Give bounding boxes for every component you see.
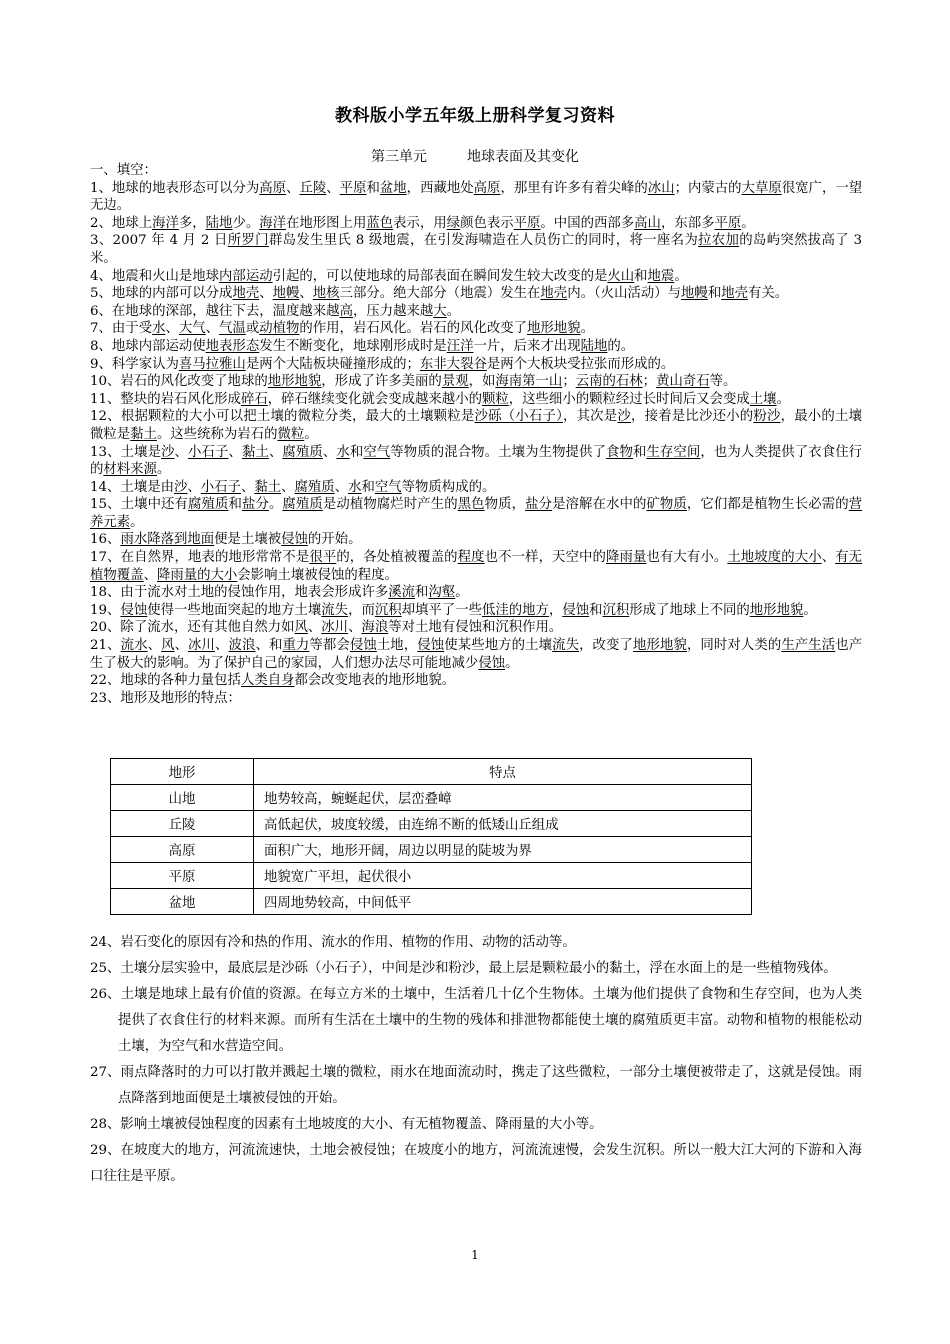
question-text: 。 <box>455 585 469 601</box>
question-text: 也产生了极大的影响。为了保护自己的家园，人们想办法尽可能地减少 <box>90 638 863 671</box>
question-text: 、 <box>259 286 273 302</box>
answer-blank: 海洋 <box>259 215 286 231</box>
question-item <box>90 320 862 338</box>
answer-blank: 沟壑 <box>428 585 456 601</box>
question-text: 、 <box>281 479 295 495</box>
landform-table <box>110 758 752 915</box>
question-item <box>90 637 862 672</box>
question-text: ； <box>642 374 657 390</box>
answer-blank: 腐殖质 <box>294 479 335 495</box>
question-text: 发生不断变化，地球刚形成时是 <box>259 338 447 354</box>
question-text: 、 <box>348 620 362 636</box>
review-item: 29、在坡度大的地方，河流流速快，土地会被侵蚀；在坡度小的地方，河流流速慢，会发生沉积。所以一般大江大河的下游和入海口往往是平原。 <box>90 1143 862 1184</box>
question-text: 的作用，岩石风化。岩石的风化改变了 <box>299 321 528 337</box>
question-text: 15、土壤中还有 <box>90 497 189 513</box>
question-text: 三部分。绝大部分（地震）发生在 <box>339 286 541 302</box>
question-text: 23、地形及地形的特点： <box>90 690 241 706</box>
question-item <box>90 549 862 584</box>
document-title: 教科版小学五年级上册科学复习资料 <box>335 106 615 126</box>
question-text: 、 <box>307 620 322 636</box>
answer-blank: 云南的石林 <box>575 374 643 390</box>
answer-blank: 大气 <box>178 321 206 337</box>
answer-blank: 风 <box>161 638 175 654</box>
answer-blank: 程度 <box>457 550 485 566</box>
question-text: 和 <box>228 497 242 513</box>
answer-blank: 沙 <box>174 479 188 495</box>
table-row <box>111 811 752 837</box>
question-text: 、 <box>174 638 189 654</box>
review-item: 25、土壤分层实验中，最底层是沙砾（小石子），中间是沙和粉沙，最上层是颗粒最小的黏土，浮在水面上的是一些植物残体。 <box>90 961 837 976</box>
answer-blank: 土壤 <box>749 391 777 407</box>
answer-blank: 冰川 <box>188 638 216 654</box>
question-text: 。 <box>446 303 461 319</box>
answer-blank: 盆地 <box>379 180 407 196</box>
question-text: 、 <box>326 180 340 196</box>
question-text: 2、地球上 <box>90 215 153 231</box>
answer-blank: 颗粒 <box>481 391 509 407</box>
question-text: 9、科学家认为 <box>90 356 179 372</box>
question-text: ，西藏地处 <box>406 180 474 196</box>
answer-blank: 雨水降落到地面 <box>120 532 215 548</box>
question-item <box>90 444 862 479</box>
question-text: ，如 <box>468 374 496 390</box>
question-text: 、 <box>286 180 300 196</box>
answer-blank: 空气 <box>363 444 391 460</box>
answer-blank: 侵蚀 <box>120 602 148 618</box>
question-text: 会影响土壤被侵蚀的程度。 <box>237 567 398 583</box>
question-text: 的，各处植被覆盖的 <box>336 550 458 566</box>
answer-blank: 侵蚀 <box>478 655 506 671</box>
feature-cell: 面积广大，地形开阔，周边以明显的陡坡为界 <box>254 837 752 863</box>
question-text: 很宽广，一望无边。 <box>90 180 863 214</box>
answer-blank: 人类自身 <box>240 673 295 689</box>
question-text: 和 <box>634 268 648 284</box>
unit-name: 地球表面及其变化 <box>467 149 579 165</box>
question-text: 形成了地球上不同的 <box>629 602 750 618</box>
question-text: 。这些统称为岩石的 <box>156 426 278 442</box>
answer-blank: 地形地貌 <box>267 374 322 390</box>
question-text: 有关。 <box>747 286 789 302</box>
table-row <box>111 837 752 863</box>
question-text: 和 <box>589 602 603 618</box>
answer-blank: 侵蚀 <box>562 602 590 618</box>
answer-blank: 动植物 <box>259 321 300 337</box>
answer-blank: 蓝色 <box>366 215 394 231</box>
question-text: 。 <box>304 426 318 442</box>
question-text: 也不一样，天空中的 <box>484 550 606 566</box>
answer-blank: 微粒 <box>277 426 305 442</box>
question-text: ； <box>562 374 576 390</box>
question-text: 的岛屿突然拔高了 3 米。 <box>90 233 863 266</box>
question-text: 。 <box>156 462 171 478</box>
question-text: 、 <box>821 550 836 566</box>
answer-blank: 地震 <box>647 268 675 284</box>
question-item <box>90 619 862 637</box>
question-text: 一片，后来才出现 <box>473 338 581 354</box>
answer-blank: 拉农加 <box>698 233 740 249</box>
answer-blank: 黏土 <box>254 479 282 495</box>
question-text: ，东部多 <box>660 215 715 231</box>
question-item <box>90 356 862 374</box>
question-text: 等物质的混合物。土壤为生物提供了 <box>390 444 606 460</box>
question-text: 、 <box>334 479 349 495</box>
question-text: 、 <box>322 444 337 460</box>
answer-blank: 地形地貌 <box>527 321 581 337</box>
question-text: 。 <box>741 215 755 231</box>
question-text: 或 <box>245 321 260 337</box>
answer-blank: 很平 <box>309 550 337 566</box>
answer-blank: 内部运动 <box>219 268 273 284</box>
question-text: 使得一些地面突起的地方土壤 <box>147 602 322 618</box>
question-text: ，那里有许多有着尖峰的 <box>500 180 648 196</box>
question-text: 多， <box>178 215 206 231</box>
question-text: 22、地球的各种力量包括 <box>90 673 241 689</box>
answer-blank: 侵蚀 <box>349 638 377 654</box>
answer-blank: 有无植物覆盖 <box>90 550 863 583</box>
answer-blank: 地幔 <box>272 286 300 302</box>
question-text: 。 <box>130 514 144 530</box>
answer-blank: 大 <box>433 303 447 319</box>
question-text: 群岛发生里氏 8 级地震，在引发海啸造在人员伤亡的同时，将一座名为 <box>268 233 699 249</box>
answer-blank: 平原 <box>714 215 742 231</box>
question-text: 21、 <box>90 638 121 654</box>
question-item <box>90 373 862 391</box>
question-text: 是动植物腐烂时产生的 <box>322 497 458 513</box>
answer-blank: 冰川 <box>321 620 349 636</box>
question-item <box>90 496 862 531</box>
question-text: 7、由于受 <box>90 321 153 337</box>
question-item <box>90 690 862 708</box>
answer-blank: 高原 <box>259 180 287 196</box>
answer-blank: 海南第一山 <box>495 374 563 390</box>
question-text: ，而 <box>348 602 375 618</box>
question-text: 引起的，可以使地球的局部表面在瞬间发生较大改变的是 <box>272 268 608 284</box>
answer-blank: 高山 <box>634 215 661 231</box>
question-text: 、 <box>205 321 220 337</box>
question-item <box>90 232 862 267</box>
fill-blank-section <box>90 162 862 707</box>
answer-blank: 水 <box>348 479 362 495</box>
answer-blank: 流水 <box>120 638 148 654</box>
question-item <box>90 268 862 286</box>
question-text: 却填平了一些 <box>401 602 482 618</box>
landform-cell: 平原 <box>111 863 254 889</box>
question-text: 是两个大板块受拉张而形成的。 <box>486 356 675 372</box>
question-text: ，形成了许多美丽的 <box>321 374 442 390</box>
review-items <box>90 930 862 1190</box>
question-text: 都会改变地表的地形地貌。 <box>294 673 456 689</box>
answer-blank: 平原 <box>339 180 367 196</box>
answer-blank: 土地坡度的大小 <box>727 550 822 566</box>
question-text: 5、地球的内部可以分成 <box>90 286 233 302</box>
question-text: 和 <box>415 585 429 601</box>
question-text: ，改变了 <box>579 638 634 654</box>
answer-blank: 海浪 <box>361 620 389 636</box>
question-text: 、 <box>147 638 162 654</box>
question-text: 少。 <box>232 215 260 231</box>
question-text: 和 <box>361 479 375 495</box>
question-text: 14、土壤是由 <box>90 479 174 495</box>
question-text: 。 <box>580 321 594 337</box>
landform-cell: 高原 <box>111 837 254 863</box>
question-text: 、 <box>187 479 201 495</box>
question-list <box>90 180 862 708</box>
answer-blank: 沉积 <box>602 602 630 618</box>
answer-blank: 食物 <box>606 444 633 460</box>
answer-blank: 陆地 <box>580 338 608 354</box>
question-item <box>90 531 862 549</box>
question-text: 颜色表示 <box>460 215 514 231</box>
question-text: ，也为人类提供了衣食住行的 <box>90 444 863 478</box>
question-item <box>90 285 862 303</box>
question-text: 和 <box>707 286 722 302</box>
answer-blank: 黏土 <box>130 426 157 442</box>
answer-blank: 盐分 <box>241 497 269 513</box>
table-row <box>111 863 752 889</box>
question-text: 土地， <box>376 638 418 654</box>
question-text: 20、除了流水，还有其他自然力如 <box>90 620 295 636</box>
answer-blank: 地幔 <box>681 286 708 302</box>
question-text: ；内蒙古的 <box>674 180 742 196</box>
question-item <box>90 584 862 602</box>
question-text: 、 <box>299 286 313 302</box>
question-text: ，最小的土壤微粒是 <box>90 409 863 442</box>
answer-blank: 沉积 <box>374 602 402 618</box>
answer-blank: 气温 <box>219 321 246 337</box>
question-text: ，接着是比沙还小的 <box>631 409 754 425</box>
review-item: 26、土壤是地球上最有价值的资源。在每立方米的土壤中，生活着几十亿个生物体。土壤为他们提供了食物和生存空间，也为人类提供了衣食住行的材料来源。而所有生活在土壤中的生物的残体和排泄物都能使土壤的腐殖质更丰富。动物和植物的根能松动土壤，为空气和水营造空间。 <box>90 987 862 1054</box>
answer-blank: 地壳 <box>721 286 748 302</box>
question-text: 17、在自然界，地表的地形常常不是 <box>90 550 310 566</box>
answer-blank: 汪洋 <box>446 338 474 354</box>
question-text: 、和 <box>255 638 283 654</box>
review-item: 28、影响土壤被侵蚀程度的因素有土地坡度的大小、有无植物覆盖、降雨量的大小等。 <box>90 1117 603 1132</box>
question-text: 。 <box>674 268 688 284</box>
answer-blank: 腐殖质 <box>282 497 323 513</box>
answer-blank: 降雨量的大小 <box>156 567 238 583</box>
answer-blank: 水 <box>336 444 350 460</box>
question-text: 也有大有小。 <box>646 550 728 566</box>
table-row <box>111 889 752 915</box>
table-body <box>111 785 752 915</box>
question-text: ，压力越来越 <box>352 303 434 319</box>
column-header-feature: 特点 <box>254 759 752 785</box>
question-text: 等对土地有侵蚀和沉积作用。 <box>388 620 563 636</box>
answer-blank: 低洼的地方 <box>481 602 549 618</box>
answer-blank: 地形地貌 <box>633 638 687 654</box>
answer-blank: 矿物质 <box>646 497 687 513</box>
answer-blank: 冰山 <box>647 180 675 196</box>
answer-blank: 盐分 <box>525 497 553 513</box>
table-header-row <box>111 759 752 785</box>
answer-blank: 黏土 <box>241 444 269 460</box>
question-text: 13、土壤是 <box>90 444 162 460</box>
answer-blank: 小石子 <box>188 444 229 460</box>
section-heading: 一、填空： <box>90 163 157 178</box>
question-text: ，同时对人类的 <box>686 638 782 654</box>
question-text: 、 <box>165 321 179 337</box>
answer-blank: 沙 <box>617 409 631 425</box>
answer-blank: 高原 <box>473 180 501 196</box>
answer-blank: 地壳 <box>540 286 568 302</box>
answer-blank: 绿 <box>446 215 461 231</box>
answer-blank: 溪流 <box>388 585 416 601</box>
question-item <box>90 303 862 321</box>
question-text: 是两个大陆板块碰撞形成的； <box>245 356 420 372</box>
landform-cell: 盆地 <box>111 889 254 915</box>
question-text: 和 <box>366 180 380 196</box>
answer-blank: 平原 <box>513 215 541 231</box>
answer-blank: 大草原 <box>741 180 782 196</box>
question-text: 。中国的西部多 <box>540 215 635 231</box>
answer-blank: 景观 <box>441 374 469 390</box>
question-item <box>90 602 862 620</box>
answer-blank: 侵蚀 <box>281 532 308 548</box>
answer-blank: 陆地 <box>205 215 233 231</box>
answer-blank: 所罗门 <box>227 233 269 249</box>
question-text: ，它们都是植物生长必需的 <box>686 497 849 513</box>
question-text: ， <box>548 602 563 618</box>
review-item: 27、雨点降落时的力可以打散并溅起土壤的微粒，雨水在地面流动时，携走了这些微粒，一部分土壤便被带走了，这就是侵蚀。雨点降落到地面便是土壤被侵蚀的开始。 <box>90 1065 862 1106</box>
question-text: 、 <box>228 444 242 460</box>
question-text: 。 <box>268 497 283 513</box>
question-text: 4、地震和火山是地球 <box>90 268 220 284</box>
answer-blank: 火山 <box>607 268 635 284</box>
answer-blank: 地核 <box>312 286 340 302</box>
question-item <box>90 672 862 690</box>
question-text: 在地形图上用 <box>286 215 367 231</box>
answer-blank: 空气 <box>374 479 402 495</box>
question-text: ，这些细小的颗粒经过长时间后又会变成 <box>508 391 750 407</box>
question-text: 18、由于流水对土地的侵蚀作用，地表会形成许多 <box>90 585 389 601</box>
feature-cell: 地貌宽广平坦，起伏很小 <box>254 863 752 889</box>
landform-cell: 山地 <box>111 785 254 811</box>
answer-blank: 地壳 <box>232 286 260 302</box>
question-text: 的。 <box>607 338 635 354</box>
answer-blank: 生存空间 <box>646 444 701 460</box>
question-text: 、 <box>174 444 189 460</box>
answer-blank: 腐殖质 <box>188 497 229 513</box>
question-text: 。 <box>803 602 817 618</box>
answer-blank: 波浪 <box>228 638 256 654</box>
question-text: 物质， <box>484 497 526 513</box>
question-item <box>90 215 862 233</box>
question-text: 11、整块的岩石风化形成 <box>90 391 241 407</box>
answer-blank: 地形地貌 <box>749 602 804 618</box>
answer-blank: 沙砾（小石子） <box>474 409 563 425</box>
question-text: 表示，用 <box>393 215 447 231</box>
column-header-landform: 地形 <box>111 759 254 785</box>
answer-blank: 风 <box>294 620 308 636</box>
question-text: 16、 <box>90 532 121 548</box>
question-text: 、 <box>268 444 283 460</box>
feature-cell: 地势较高，蜿蜒起伏，层峦叠嶂 <box>254 785 752 811</box>
answer-blank: 降雨量 <box>605 550 647 566</box>
question-text: 等。 <box>709 374 737 390</box>
landform-cell: 丘陵 <box>111 811 254 837</box>
answer-blank: 碎石 <box>240 391 268 407</box>
question-text: 3、2007 年 4 月 2 日 <box>90 233 228 249</box>
question-text: 等物质构成的。 <box>401 479 496 495</box>
question-text: 8、地球内部运动使 <box>90 338 206 354</box>
question-text: 、 <box>143 567 157 583</box>
answer-blank: 侵蚀 <box>417 638 445 654</box>
unit-number: 第三单元 <box>371 149 427 165</box>
answer-blank: 沙 <box>161 444 175 460</box>
question-text: 和 <box>349 444 364 460</box>
question-text: 是溶解在水中的 <box>552 497 647 513</box>
question-text: 和 <box>632 444 647 460</box>
question-item <box>90 180 862 215</box>
answer-blank: 小石子 <box>200 479 241 495</box>
question-text: 、 <box>240 479 255 495</box>
answer-blank: 喜马拉雅山 <box>178 356 246 372</box>
answer-blank: 丘陵 <box>299 180 327 196</box>
feature-cell: 四周地势较高，中间低平 <box>254 889 752 915</box>
question-text: 等都会 <box>309 638 350 654</box>
answer-blank: 流失 <box>321 602 349 618</box>
question-text: ，其次是 <box>562 409 618 425</box>
question-text: 使某些地方的土壤 <box>444 638 553 654</box>
question-text: 便是土壤被 <box>214 532 282 548</box>
question-text: 的开始。 <box>307 532 362 548</box>
question-text: 19、 <box>90 602 121 618</box>
question-text: 6、在地球的深部，越往下去，温度越来越 <box>90 303 340 319</box>
question-text: 内。（火山活动）与 <box>567 286 682 302</box>
question-text: 、 <box>215 638 229 654</box>
answer-blank: 腐殖质 <box>282 444 323 460</box>
question-text: ，碎石继续变化就会变成越来越小的 <box>267 391 482 407</box>
answer-blank: 流失 <box>552 638 580 654</box>
answer-blank: 地表形态 <box>205 338 260 354</box>
answer-blank: 生产生活 <box>781 638 836 654</box>
question-text: 。 <box>505 655 519 671</box>
answer-blank: 黄山奇石 <box>656 374 710 390</box>
answer-blank: 营养元素 <box>90 497 863 530</box>
answer-blank: 高 <box>339 303 353 319</box>
answer-blank: 海洋 <box>152 215 179 231</box>
answer-blank: 重力 <box>282 638 310 654</box>
answer-blank: 东非大裂谷 <box>419 356 487 372</box>
answer-blank: 粉沙 <box>753 409 781 425</box>
question-item <box>90 408 862 443</box>
page-number: 1 <box>471 1248 479 1262</box>
table-row <box>111 785 752 811</box>
review-item: 24、岩石变化的原因有冷和热的作用、流水的作用、植物的作用、动物的活动等。 <box>90 935 576 950</box>
question-item <box>90 338 862 356</box>
question-text: 10、岩石的风化改变了地球的 <box>90 374 268 390</box>
answer-blank: 材料来源 <box>103 462 157 478</box>
question-item <box>90 479 862 497</box>
answer-blank: 黑色 <box>457 497 485 513</box>
question-text: 12、根据颗粒的大小可以把土壤的微粒分类，最大的土壤颗粒是 <box>90 409 475 425</box>
answer-blank: 水 <box>152 321 166 337</box>
question-text: 。 <box>776 391 790 407</box>
feature-cell: 高低起伏，坡度较缓，由连绵不断的低矮山丘组成 <box>254 811 752 837</box>
question-text: 1、地球的地表形态可以分为 <box>90 180 260 196</box>
question-item <box>90 391 862 409</box>
